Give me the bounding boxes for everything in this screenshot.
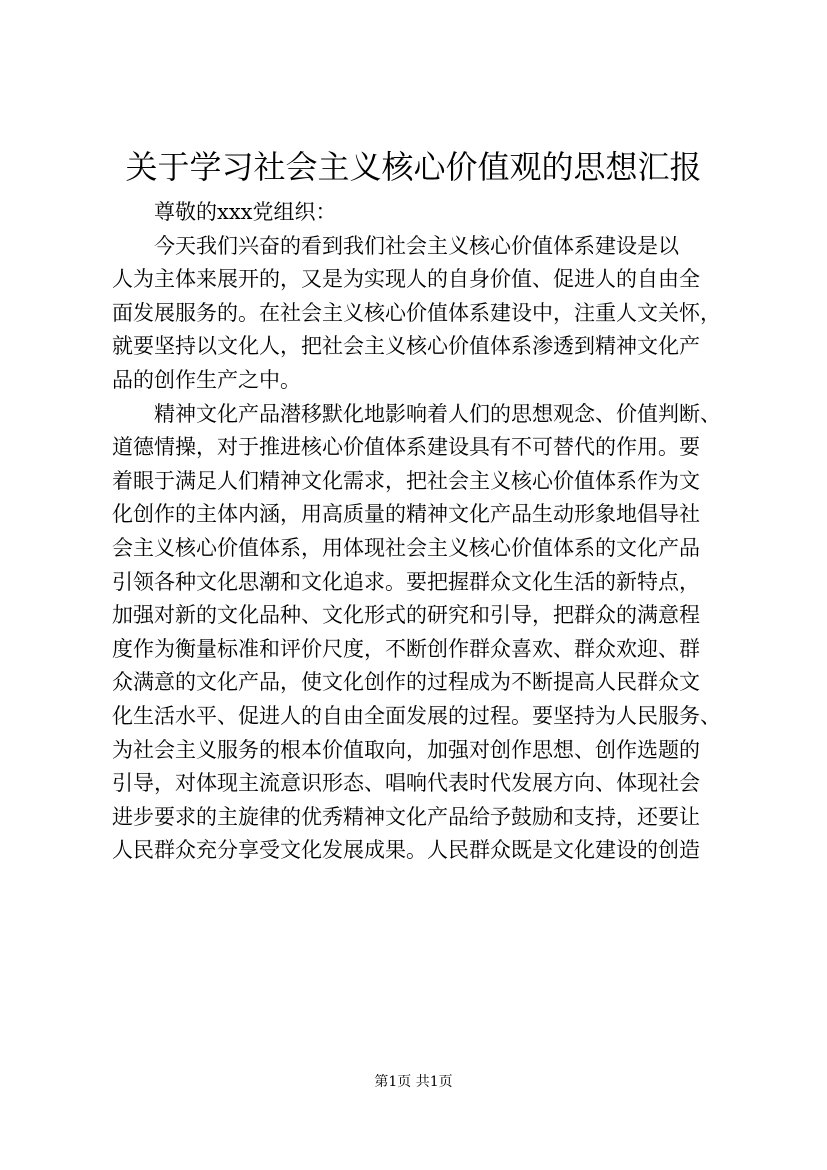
paragraph-line: 人民群众充分享受文化发展成果。人民群众既是文化建设的创造 bbox=[112, 838, 700, 863]
paragraph-line: 品的创作生产之中。 bbox=[112, 367, 301, 392]
document-title: 关于学习社会主义核心价值观的思想汇报 bbox=[125, 148, 702, 186]
paragraph-line: 面发展服务的。在社会主义核心价值体系建设中，注重人文关怀， bbox=[112, 300, 721, 325]
paragraph-line: 会主义核心价值体系，用体现社会主义核心价值体系的文化产品 bbox=[112, 535, 700, 560]
paragraph-line: 为社会主义服务的根本价值取向，加强对创作思想、创作选题的 bbox=[112, 737, 700, 762]
paragraph-line: 度作为衡量标准和评价尺度，不断创作群众喜欢、群众欢迎、群 bbox=[112, 636, 700, 661]
paragraph-line: 化创作的主体内涵，用高质量的精神文化产品生动形象地倡导社 bbox=[112, 502, 700, 527]
paragraph-2 bbox=[112, 398, 735, 868]
paragraph-line: 人为主体来展开的，又是为实现人的自身价值、促进人的自由全 bbox=[112, 267, 700, 292]
page-footer: 第1页 共1页 bbox=[374, 1074, 453, 1090]
paragraph-line: 引导，对体现主流意识形态、唱响代表时代发展方向、体现社会 bbox=[112, 771, 700, 796]
document-body bbox=[112, 196, 735, 868]
paragraph-line: 引领各种文化思潮和文化追求。要把握群众文化生活的新特点， bbox=[112, 569, 700, 594]
paragraph-line: 就要坚持以文化人，把社会主义核心价值体系渗透到精神文化产 bbox=[112, 334, 700, 359]
paragraph-line: 化生活水平、促进人的自由全面发展的过程。要坚持为人民服务、 bbox=[112, 703, 721, 728]
paragraph-line: 众满意的文化产品，使文化创作的过程成为不断提高人民群众文 bbox=[112, 670, 700, 695]
salutation: 尊敬的xxx党组织： bbox=[154, 200, 337, 224]
paragraph-line: 精神文化产品潜移默化地影响着人们的思想观念、价值判断、 bbox=[154, 401, 721, 426]
paragraph-line: 进步要求的主旋律的优秀精神文化产品给予鼓励和支持，还要让 bbox=[112, 804, 700, 829]
paragraph-1 bbox=[112, 230, 735, 398]
paragraph-line: 道德情操，对于推进核心价值体系建设具有不可替代的作用。要 bbox=[112, 435, 700, 460]
paragraph-line: 今天我们兴奋的看到我们社会主义核心价值体系建设是以 bbox=[154, 233, 679, 258]
paragraph-line: 加强对新的文化品种、文化形式的研究和引导，把群众的满意程 bbox=[112, 603, 700, 628]
paragraph-line: 着眼于满足人们精神文化需求，把社会主义核心价值体系作为文 bbox=[112, 468, 700, 493]
